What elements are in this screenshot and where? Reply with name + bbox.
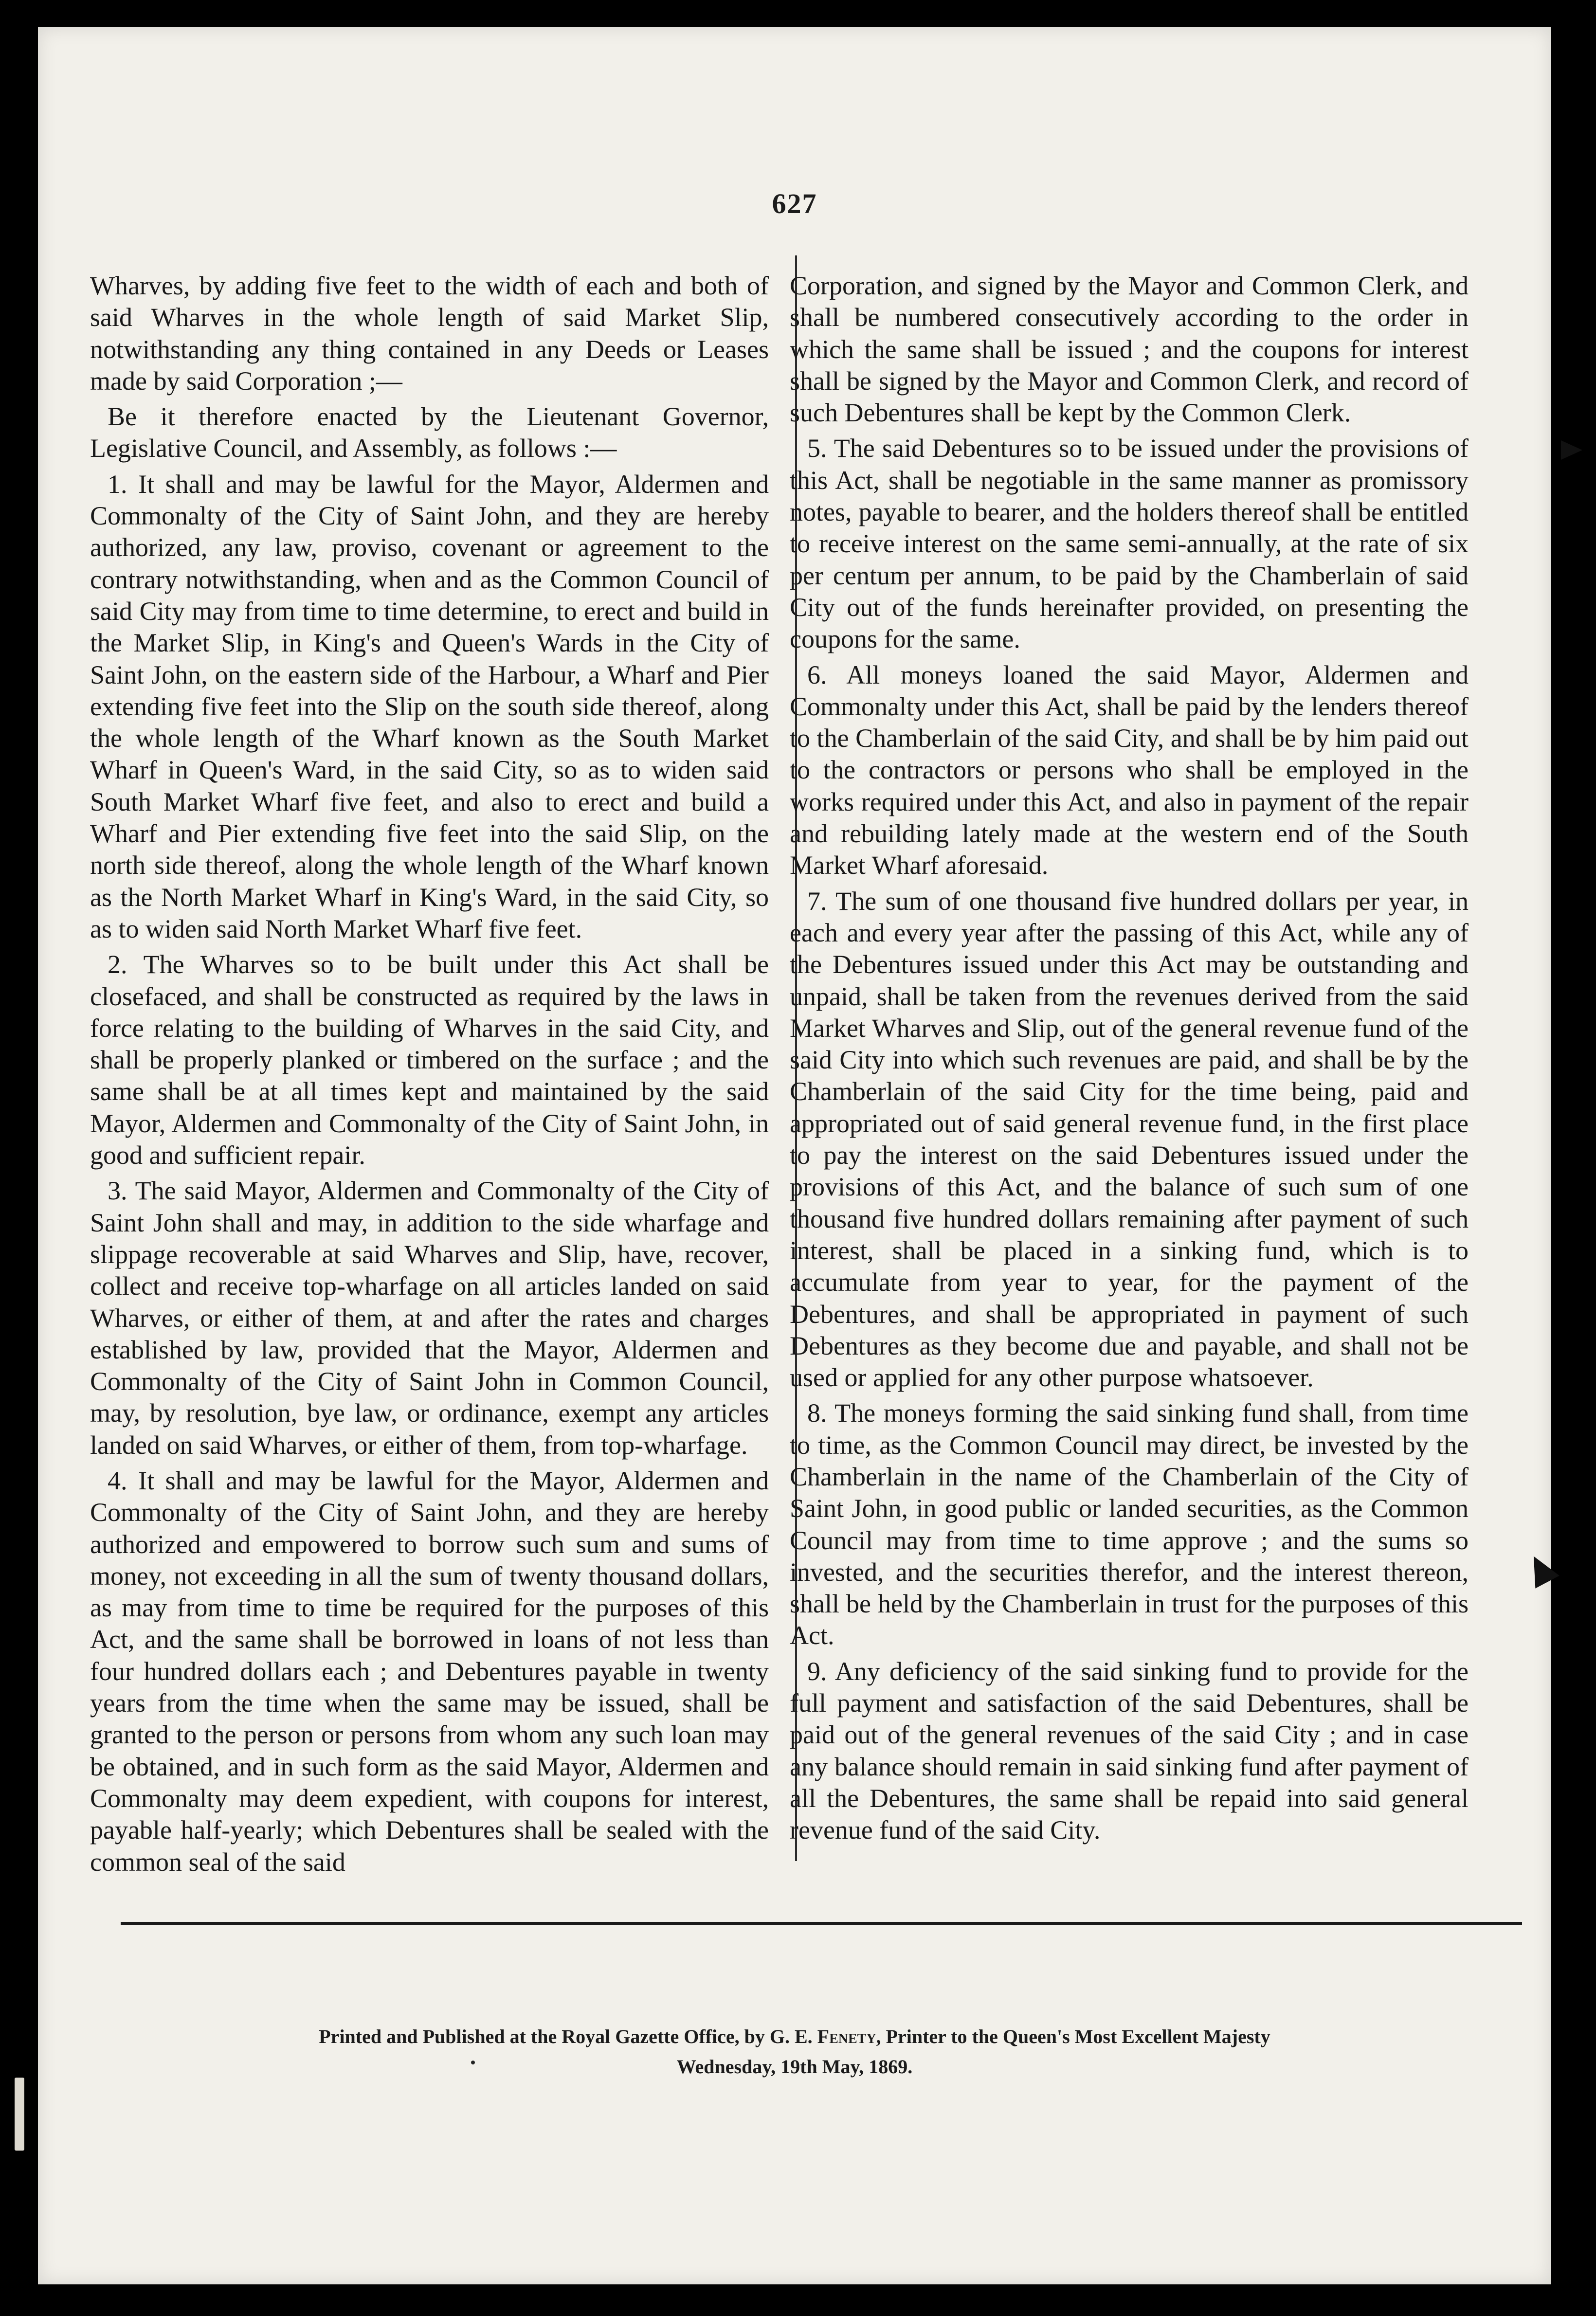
printer-name: Fenety <box>817 2026 876 2047</box>
section-3: 3. The said Mayor, Aldermen and Commonalty of the City of Saint John shall and may, in addition to the side wharfage and slippage recoverable at said Wharves and Slip, have, recover, collect and receive top-wharfage on all articles landed on said Wharves, or either of them, at and after the rates and charges established by law, provided that the Mayor, Aldermen and Commonalty of the City of Saint John in Common Council, may, by resolution, bye law, or ordinance, exempt any articles landed on said Wharves, or either of them, from top-wharfage. <box>90 1176 769 1460</box>
section-4-continued: Corporation, and signed by the Mayor and Common Clerk, and shall be numbered consecutively according to the order in which the same shall be issued ; and the coupons for interest shall be signed by the Mayor and Common Clerk, and record of such Debentures shall be kept by the Common Clerk. <box>790 271 1469 428</box>
imprint-line-1: Printed and Published at the Royal Gazette Office, by G. E. Fenety, Printer to the Queen's Most Excellent Majesty <box>319 2026 1270 2047</box>
section-4: 4. It shall and may be lawful for the Mayor, Aldermen and Commonalty of the City of Saint John, and they are hereby authorized and empowered to borrow such sum and sums of money, not exceeding in all the sum of twenty thousand dollars, as may from time to time be required for the purposes of this Act, and the same shall be borrowed in loans of not less than four hundred dollars each ; and Debentures payable in twenty years from the time when the same may be issued, shall be granted to the person or persons from whom any such loan may be obtained, and in such form as the said Mayor, Aldermen and Commonalty may deem expedient, with coupons for interest, payable half-yearly; which Debentures shall be sealed with the common seal of the said <box>90 1466 769 1877</box>
paragraph-preamble-continued: Wharves, by adding five feet to the width of each and both of said Wharves in the whole length of said Market Slip, notwithstanding any thing contained in any Deeds or Leases made by said Corporation ;— <box>90 271 769 396</box>
section-6: 6. All moneys loaned the said Mayor, Aldermen and Commonalty under this Act, shall be paid by the lenders thereof to the Chamberlain of the said City, and shall be by him paid out to the contractors or persons who shall be employed in the works required under this Act, and also in payment of the repair and rebuilding lately made at the western end of the South Market Wharf aforesaid. <box>790 660 1469 880</box>
ink-mark-icon <box>1561 440 1582 460</box>
page-number: 627 <box>772 188 817 219</box>
document-page <box>38 27 1551 2284</box>
right-column <box>790 270 1469 1846</box>
page-edge-clip <box>15 2078 24 2151</box>
section-1: 1. It shall and may be lawful for the Mayor, Aldermen and Commonalty of the City of Saint John, and they are hereby authorized, any law, proviso, covenant or agreement to the contrary notwithstanding, when and as the Common Council of said City may from time to time determine, to erect and build in the Market Slip, in King's and Queen's Wards in the City of Saint John, on the eastern side of the Harbour, a Wharf and Pier extending five feet into the Slip on the south side thereof, along the whole length of the Wharf known as the South Market Wharf in Queen's Ward, in the said City, so as to widen said South Market Wharf five feet, and also to erect and build a Wharf and Pier extending five feet into the said Slip, on the north side thereof, along the whole length of the Wharf known as the North Market Wharf in King's Ward, in the said City, so as to widen said North Market Wharf five feet. <box>90 469 769 943</box>
paragraph-enacting-clause: Be it therefore enacted by the Lieutenant Governor, Legislative Council, and Assembly, as follows :— <box>90 402 769 463</box>
section-2: 2. The Wharves so to be built under this Act shall be closefaced, and shall be constructed as required by the laws in force relating to the building of Wharves in the said City, and shall be properly planked or timbered on the surface ; and the same shall be at all times kept and maintained by the said Mayor, Aldermen and Commonalty of the City of Saint John, in good and sufficient repair. <box>90 950 769 1170</box>
section-7: 7. The sum of one thousand five hundred dollars per year, in each and every year after the passing of this Act, while any of the Debentures issued under this Act may be outstanding and unpaid, shall be taken from the revenues derived from the said Market Wharves and Slip, out of the general revenue fund of the said City into which such revenues are paid, and shall be by the Chamberlain of the said City for the time being, paid and appropriated out of said general revenue fund, in the first place to pay the interest on the said Debentures issued under the provisions of this Act, and the balance of such sum of one thousand five hundred dollars remaining after payment of such interest, shall be placed in a sinking fund, which is to accumulate from year to year, for the payment of the Debentures, and shall be appropriated in payment of such Debentures as they become due and payable, and shall not be used or applied for any other purpose whatsoever. <box>790 886 1469 1393</box>
left-column <box>90 270 769 1878</box>
footer-rule <box>121 1922 1522 1925</box>
section-9: 9. Any deficiency of the said sinking fund to provide for the full payment and satisfaction of the said Debentures, shall be paid out of the general revenues of the said City ; and in case any balance should remain in said sinking fund after payment of all the Debentures, the same shall be repaid into said general revenue fund of the said City. <box>790 1656 1469 1845</box>
section-5: 5. The said Debentures so to be issued under the provisions of this Act, shall be negotiable in the same manner as promissory notes, payable to bearer, and the holders thereof shall be entitled to receive interest on the same semi-annually, at the rate of six per centum per annum, to be paid by the Chamberlain of said City out of the funds hereinafter provided, on presenting the coupons for the same. <box>790 434 1469 654</box>
printer-imprint <box>38 2022 1551 2082</box>
ink-mark-icon <box>1522 1550 1560 1588</box>
imprint-date: Wednesday, 19th May, 1869. <box>676 2056 913 2078</box>
section-8: 8. The moneys forming the said sinking fund shall, from time to time, as the Common Council may direct, be invested by the Chamberlain in the name of the Chamberlain of the City of Saint John, in good public or landed securities, as the Common Council may from time to time approve ; and the sums so invested, and the securities therefor, and the interest thereon, shall be held by the Chamberlain in trust for the purposes of this Act. <box>790 1398 1469 1650</box>
bullet-dot-icon <box>471 2061 475 2064</box>
